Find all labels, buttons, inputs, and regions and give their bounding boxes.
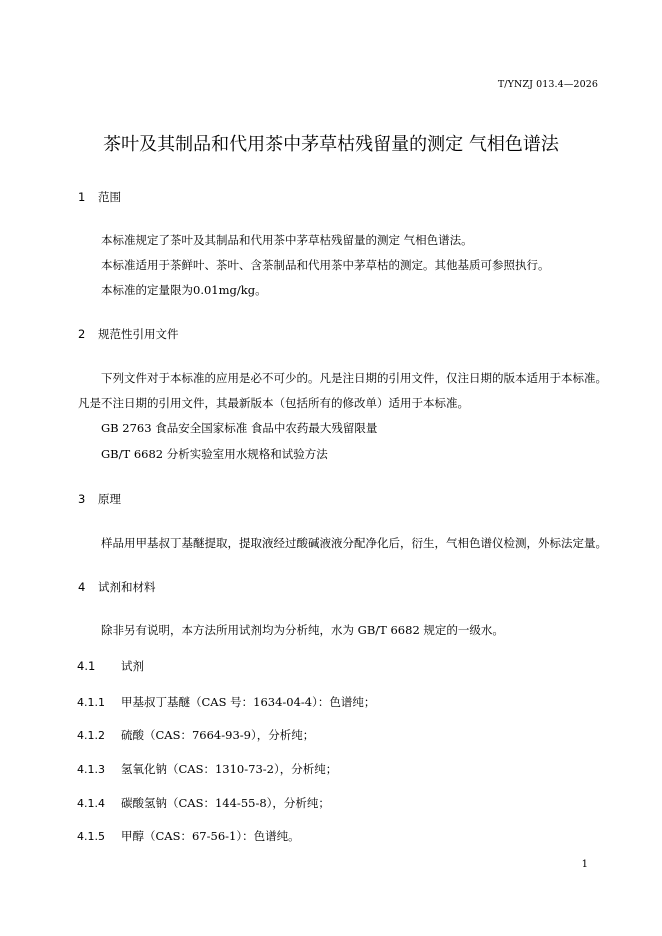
paragraph: 本标准规定了茶叶及其制品和代用茶中茅草枯残留量的测定 气相色谱法。 — [101, 233, 473, 247]
paragraph: 本标准适用于茶鲜叶、茶叶、含茶制品和代用茶中茅草枯的测定。其他基质可参照执行。 — [101, 258, 550, 272]
item-number: 4.1.3 — [77, 763, 105, 776]
section-title: 规范性引用文件 — [98, 327, 179, 341]
item-number: 4.1.5 — [77, 830, 105, 843]
paragraph: 本标准的定量限为0.01mg/kg。 — [101, 283, 267, 297]
page-number: 1 — [581, 859, 588, 870]
section-heading-3 — [78, 491, 121, 507]
document-title: 茶叶及其制品和代用茶中茅草枯残留量的测定 气相色谱法 — [103, 134, 559, 155]
section-number: 1 — [78, 190, 86, 204]
normative-reference: GB/T 6682 分析实验室用水规格和试验方法 — [101, 447, 328, 461]
reagent-item — [77, 694, 375, 710]
item-text: 氢氧化钠（CAS：1310-73-2），分析纯； — [121, 762, 338, 776]
section-number: 3 — [78, 492, 86, 506]
reagent-item — [77, 795, 330, 811]
section-heading-2 — [78, 326, 179, 342]
item-text: 甲醇（CAS：67-56-1）：色谱纯。 — [121, 829, 300, 843]
subsection-heading — [77, 658, 144, 674]
item-number: 4.1.2 — [77, 729, 105, 742]
section-heading-1 — [78, 189, 121, 205]
section-title: 范围 — [98, 190, 121, 204]
item-text: 甲基叔丁基醚（CAS 号：1634-04-4）：色谱纯； — [121, 695, 376, 709]
normative-reference: GB 2763 食品安全国家标准 食品中农药最大残留限量 — [101, 421, 378, 435]
paragraph: 凡是不注日期的引用文件，其最新版本（包括所有的修改单）适用于本标准。 — [78, 396, 469, 410]
section-number: 2 — [78, 327, 86, 341]
paragraph: 下列文件对于本标准的应用是必不可少的。凡是注日期的引用文件，仅注日期的版本适用于本标准。 — [101, 371, 607, 385]
section-title: 原理 — [98, 492, 121, 506]
subsection-number: 4.1 — [77, 659, 96, 673]
item-number: 4.1.4 — [77, 797, 105, 810]
item-text: 碳酸氢钠（CAS：144-55-8），分析纯； — [121, 796, 330, 810]
reagent-item — [77, 727, 314, 743]
item-text: 硫酸（CAS：7664-93-9），分析纯； — [121, 728, 315, 742]
paragraph: 样品用甲基叔丁基醚提取，提取液经过酸碱液液分配净化后，衍生，气相色谱仪检测，外标法定量。 — [101, 536, 607, 550]
reagent-item — [77, 761, 337, 777]
item-number: 4.1.1 — [77, 696, 105, 709]
paragraph: 除非另有说明，本方法所用试剂均为分析纯，水为 GB/T 6682 规定的一级水。 — [101, 623, 504, 637]
reagent-item — [77, 828, 300, 844]
subsection-title: 试剂 — [121, 659, 144, 673]
section-number: 4 — [78, 580, 86, 594]
standard-code: T/YNZJ 013.4—2026 — [497, 79, 598, 90]
section-heading-4 — [78, 579, 156, 595]
section-title: 试剂和材料 — [98, 580, 156, 594]
